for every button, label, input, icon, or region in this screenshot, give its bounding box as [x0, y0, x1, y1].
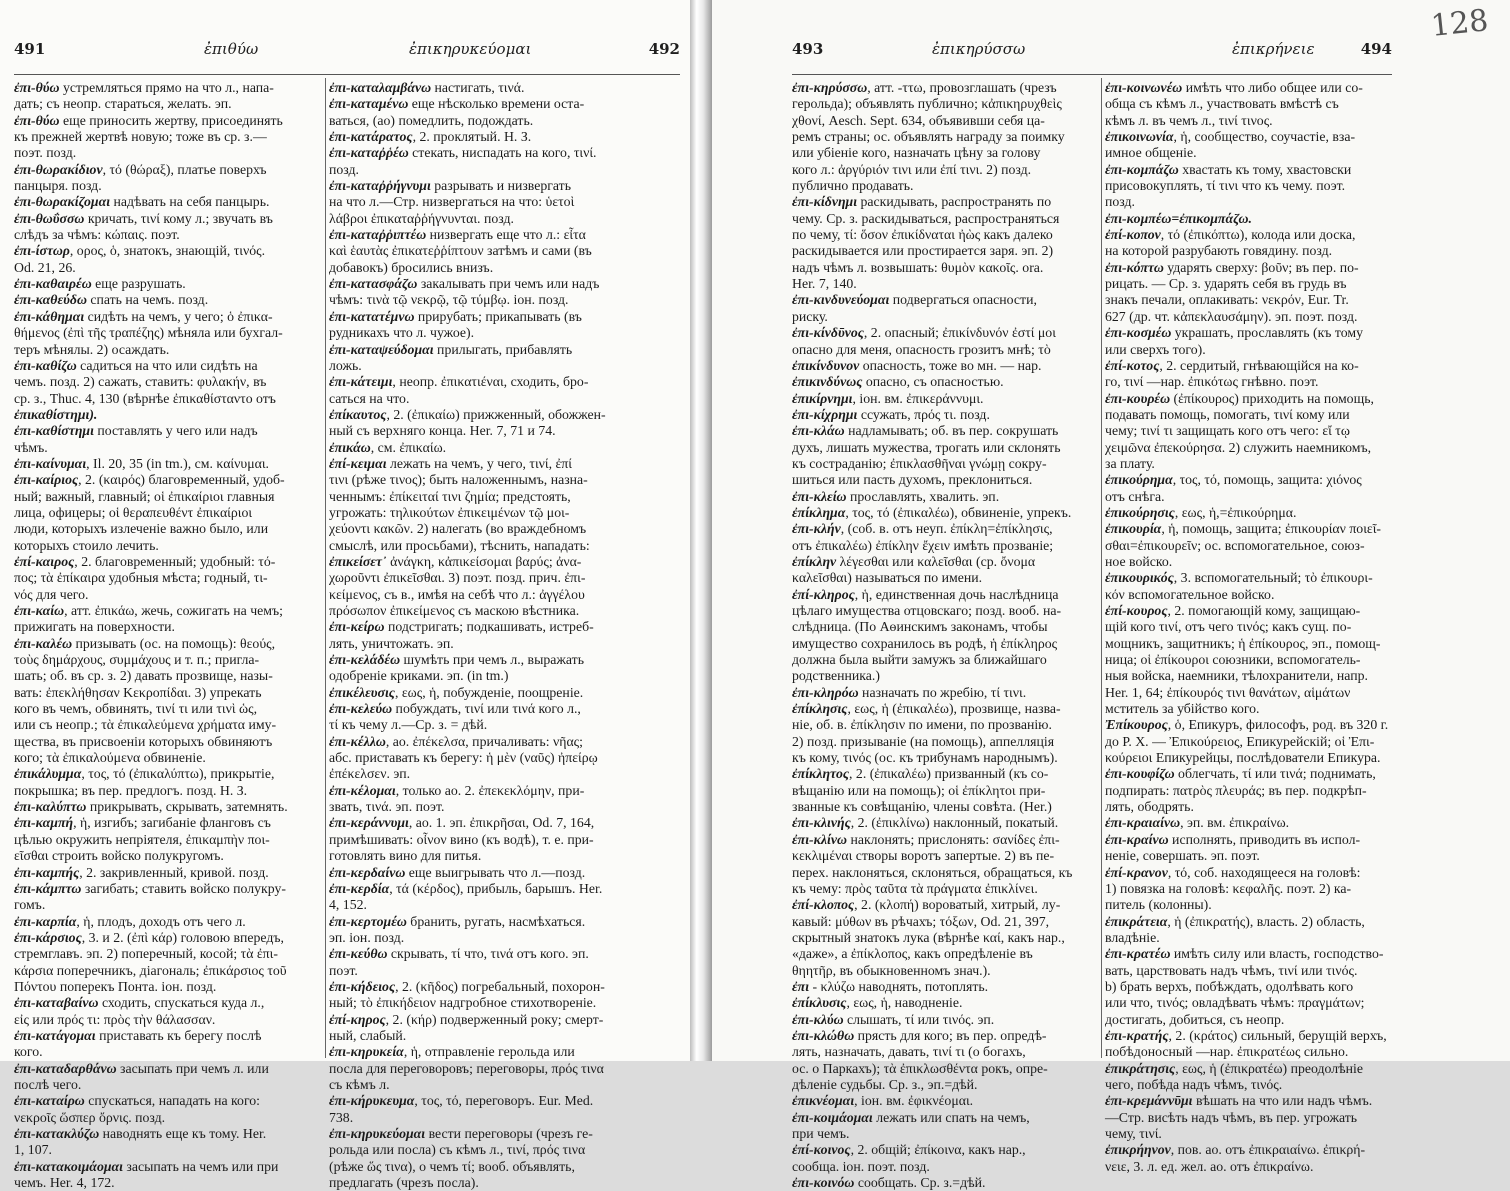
dictionary-line: посла для переговоровъ; переговоры, πρός τινα [329, 1060, 604, 1076]
dictionary-line: ный съ верхняго конца. Her. 7, 71 и 74. [329, 423, 556, 439]
dictionary-line: ваться, (ao) помедлить, подождать. [329, 112, 534, 128]
dictionary-line: питель (колонны). [1105, 897, 1212, 913]
dictionary-line: ἐπίκαυτος, 2. (ἐπικαίω) прижженный, обожжен- [329, 406, 606, 422]
dictionary-line: чемъ. Her. 4, 172. [14, 1175, 115, 1191]
dictionary-line: ἐπι-θωΰσσω кричать, τινί кому л.; звучать въ [14, 210, 273, 226]
dictionary-line: ἐπι-κλύω слышать, τί или τινός. эп. [792, 1011, 995, 1027]
dictionary-line: родственника.) [792, 668, 880, 684]
dictionary-line: ἐπι-καταῤῥιπτέω низвергать еще что л.: εἶτα [329, 227, 586, 243]
dictionary-line: отъ ἐπικαλέω) ἐπίκλην ἔχειν имѣть прозваніе; [792, 537, 1054, 553]
dictionary-line: ἐπι-κατάγομαι приставать къ берегу послѣ [14, 1027, 262, 1043]
dictionary-line: ἐπι-καταμένω еще нѣсколько времени оста- [329, 96, 585, 112]
dictionary-line: ἐπικράτησις, εως, ἡ (ἐπικρατέω) преодолѣніе [1105, 1060, 1363, 1076]
dictionary-line: —Стр. висѣть надъ чѣмъ, въ пер. угрожать [1105, 1109, 1358, 1125]
dictionary-line: лять, ободрять. [1105, 799, 1194, 815]
dictionary-line: ремъ страны; ос. объявлять награду за поимку [792, 129, 1065, 145]
dictionary-line: лять, назначать, давать, τινί τι (о богахъ, [792, 1044, 1026, 1060]
dictionary-line: ἐπικείσετ᾽ ἀνάγκη, κἀπικείσομαι βαρύς; ἀνα- [329, 553, 582, 569]
dictionary-line: νός для чего. [14, 586, 89, 602]
dictionary-line: ἐπι-κλήν, (соб. в. отъ неуп. ἐπίκλη=ἐπίκλησις, [792, 521, 1053, 537]
dictionary-line: звать, τινά. эп. поэт. [329, 799, 445, 815]
dictionary-line: χειμῶνα ἐπεκούρησα. 2) служить наемникомъ, [1105, 439, 1372, 455]
dictionary-line: кавый: μύθων въ рѣчахъ; τόξων, Od. 21, 397, [792, 913, 1050, 929]
dictionary-line: примѣшивать: οἶνον вино (къ водѣ), т. е. при- [329, 831, 594, 847]
dictionary-line: предлагать (чрезъ посла). [329, 1175, 479, 1191]
dictionary-line: ἐπί-κοπον, τό (ἐπικόπτω), колода или доска, [1105, 227, 1356, 243]
dictionary-line: κάρσια поперечникъ, діагональ; ἐπικάρσιος τοῦ [14, 962, 287, 978]
dictionary-line: ἐπι-καταῤῥέω стекать, ниспадать на кого, τινί. [329, 145, 597, 161]
dictionary-line: ἐπι-κλώθω прясть для кого; въ пер. опредѣ- [792, 1027, 1047, 1043]
dictionary-line: Πόντου поперекъ Понта. іон. позд. [14, 978, 217, 994]
dictionary-line: должна была выйти замужъ за ближайшаго [792, 652, 1047, 668]
dictionary-line: ἐπι-καίω, атт. ἐπικάω, жечь, сожигать на чемъ; [14, 603, 283, 618]
dictionary-line: чему, τινί. [1105, 1126, 1162, 1141]
dictionary-line: ἐπι-κομπέω=ἐπικομπάζω. [1105, 210, 1252, 226]
dictionary-line: ἐπι-κερδαίνω еще выигрывать что л.—позд. [329, 864, 586, 880]
dictionary-line: ный; τὸ ἐπικήδειον надгробное стихотвореніе. [329, 995, 597, 1011]
dictionary-line: ἐπι-καταδαρθάνω засыпать при чемъ л. или [14, 1060, 269, 1076]
dictionary-line: смыслѣ, или просьбами), тѣснить, нападать: [329, 537, 590, 553]
dictionary-line: ἐπικέλευσις, εως, ἡ, побужденіе, поощреніе. [329, 684, 584, 700]
dictionary-line: ἐπί-κοτος, 2. сердитый, гнѣвающійся на ко- [1105, 357, 1359, 373]
dictionary-line: ченнымъ: ἐπίκειταί τινι ζημία; предстоять, [329, 488, 571, 504]
dictionary-line: ἐπι-κατατέμνω прирубать; прикапывать (въ [329, 308, 582, 324]
dictionary-line: теръ мѣнялы. 2) осаждать. [14, 341, 170, 357]
dictionary-line: мститель за убійство кого. [1105, 701, 1260, 717]
dictionary-line: κόν вспомогательное войско. [1105, 586, 1275, 602]
dictionary-line: ἐπί-καιρος, 2. благовременный; удобный: τό- [14, 553, 276, 569]
right-page-header [792, 40, 1392, 70]
handwritten-folio-number: 128 [1429, 3, 1490, 44]
dictionary-line: чѣмъ: τινὰ τῷ νεκρῷ, τῷ τύμβῳ. іон. позд. [329, 292, 569, 308]
dictionary-line: ἐπι-κεύθω скрывать, τί что, τινά отъ кого. эп. [329, 946, 589, 962]
dictionary-line: ἐπι-κηρυκεία, ἡ, отправленіе герольда или [329, 1044, 575, 1060]
dictionary-line: ница; οἱ ἐπίκουροι союзники, вспомогатель- [1105, 652, 1361, 668]
dictionary-line: щій кого τινί, отъ чего τινός; какъ сущ. по- [1105, 619, 1352, 635]
dictionary-line: кого л.: ἀργύριόν τινι или ἐπί τινι. 2) позд. [792, 161, 1032, 177]
dictionary-line: καὶ ἑαυτὰς ἐπικατεῤῥίπτουν затѣмъ и сами (въ [329, 243, 592, 259]
dictionary-line: го, τινί —нар. ἐπικότως гнѣвно. поэт. [1105, 374, 1319, 390]
dictionary-line: ἐπι-καταλαμβάνω настигать, τινά. [329, 80, 525, 95]
dictionary-line: ἐπι-κηρύσσω, атт. -ττω, провозглашать (чрезъ [792, 80, 1057, 95]
column-1 [14, 80, 322, 1191]
dictionary-line: достигать, добиться, съ неопр. [1105, 1011, 1285, 1027]
dictionary-line: καλεῖσθαι) называться по имени. [792, 570, 983, 586]
dictionary-line: отъ снѣга. [1105, 488, 1165, 504]
dictionary-line: πος; τὰ ἐπίκαιρα удобныя мѣста; годный, τι- [14, 570, 268, 586]
dictionary-line: ἐπικίνδυνον опасность, тоже во мн. — нар. [792, 357, 1042, 373]
dictionary-line: σθαι=ἐπικουρεῖν; ос. вспомогательное, союз- [1105, 537, 1365, 553]
header-rule [792, 74, 1392, 75]
dictionary-line: люди, которыхъ излеченіе важно было, или [14, 521, 269, 537]
dictionary-line: кѣмъ л. въ чемъ л., τινί τινος. [1105, 112, 1273, 128]
guide-word-left: ἐπιθύω [204, 40, 259, 58]
dictionary-line: ἐπίκλητος, 2. (ἐπικαλέω) призванный (къ со- [792, 766, 1049, 782]
dictionary-line: цѣлью окружить непріятеля, ἐπικαμπὴν ποι- [14, 831, 270, 847]
dictionary-line: ніе, об. в. ἐπίκλησιν по имени, по прозванію. [792, 717, 1052, 733]
dictionary-line: ἐπι-κατασφάζω закалывать при чемъ или надъ [329, 276, 600, 292]
dictionary-line: лица, офицеры; οἱ θεραπευθέντ ἐπικαίριοι [14, 504, 253, 520]
dictionary-line: стремглавъ. эп. 2) поперечный, косой; τὰ ἐπι- [14, 946, 278, 962]
dictionary-line: ἐπι-κληρόω назначать по жребію, τί τινι. [792, 684, 1027, 700]
dictionary-line: подавать помощь, помогать, τινί кому или [1105, 406, 1350, 422]
dictionary-line: или съ неопр.; τὰ ἐπικαλεύμενα χρήματα иму- [14, 717, 277, 733]
dictionary-line: кого; τὰ ἐπικαλούμενα обвиненіе. [14, 750, 206, 766]
dictionary-line: ἐπικούρησις, εως, ἡ,=ἐπικούρημα. [1105, 504, 1297, 520]
guide-word-right: ἐπικηρυκεύομαι [409, 40, 532, 58]
dictionary-line: ἐπι-κίδνημι раскидывать, распространять по [792, 194, 1052, 210]
dictionary-line: χθονί, Aesch. Sept. 634, объявивши себя ца- [792, 112, 1045, 128]
dictionary-line: ἐπι-καταβαίνω сходить, спускаться куда л., [14, 995, 265, 1011]
dictionary-line: ἐπί-κρανον, τό, соб. находящееся на головѣ: [1105, 864, 1361, 880]
dictionary-line: τινι (рѣже τινος); быть наложеннымъ, назна- [329, 472, 588, 488]
dictionary-line: по чему, τί: ὅσον ἐπικίδναται ἠὼς какъ далеко [792, 227, 1053, 243]
dictionary-line: ἐπί-κουρος, 2. помогающій кому, защищаю- [1105, 603, 1361, 618]
dictionary-line: ἐπι-κήδειος, 2. (κῆδος) погребальный, похорон- [329, 978, 605, 994]
dictionary-line: ἐπι-κερτομέω бранить, ругать, насмѣхаться. [329, 913, 586, 929]
dictionary-line: дѣленіе судьбы. Ср. з., эп.=дѣй. [792, 1076, 978, 1092]
dictionary-line: χωροῦντι ἐπικεῖσθαι. 3) поэт. позд. прич. ἐπι- [329, 570, 586, 586]
dictionary-line: ἐπι-κηρυκεύομαι вести переговоры (чрезъ ге- [329, 1126, 593, 1141]
dictionary-line: ἐπικουρία, ἡ, помощь, защита; ἐπικουρίαν ποιεῖ- [1105, 521, 1382, 537]
dictionary-line: ἐπι-καθίζω садиться на что или сидѣть на [14, 357, 258, 373]
dictionary-line: ἐπι-καταψεύδομαι прилыгать, прибавлять [329, 341, 573, 357]
dictionary-line: или убіеніе кого, назначать цѣну за голову [792, 145, 1041, 161]
dictionary-line: ἐπι-κέλλω, ао. ἐπέκελσα, причаливать: νῆας; [329, 733, 583, 749]
dictionary-line: 738. [329, 1109, 354, 1125]
dictionary-line: ἐπι-κάμπτω загибать; ставить войско полукру- [14, 880, 286, 896]
dictionary-line: ἐπικινδύνως опасно, съ опасностью. [792, 374, 1004, 390]
dictionary-line: ἐπι-κεράννυμι, ао. 1. эп. ἐπικρῆσαι, Od. 7, 164, [329, 815, 595, 831]
dictionary-line: присовокуплять, τί τινι что къ чему. поэт. [1105, 178, 1346, 194]
dictionary-line: ἐπι-κοσμέω украшать, прославлять (къ тому [1105, 325, 1363, 341]
dictionary-line: одобреніе криками. эп. (in tm.) [329, 668, 509, 684]
column-2 [329, 80, 679, 1191]
dictionary-line: ἐπι-θωρακίδιον, τό (θώραξ), платье поверхъ [14, 161, 267, 177]
dictionary-line: ἐπι-κάρσιος, 3. и 2. (ἐπὶ κάρ) головою впередъ, [14, 929, 284, 945]
dictionary-line: побѣдоносный —нар. ἐπικρατέως сильно. [1105, 1044, 1349, 1060]
dictionary-line: опасно для меня, опасность грозитъ мнѣ; τὸ [792, 341, 1051, 357]
dictionary-line: слѣдъ за чѣмъ: κώπαις. поэт. [14, 227, 180, 243]
dictionary-line: «даже», а ἐπίκλοπος, какъ опредѣленіе въ [792, 946, 1033, 962]
dictionary-line: ἐπι-κινδυνεύομαι подвергаться опасности, [792, 292, 1037, 308]
dictionary-line: скрытный знатокъ лука (вѣрнѣе καί, какъ нар., [792, 929, 1065, 945]
dictionary-line: ἐπι-κραίνω исполнять, приводить въ испол- [1105, 831, 1361, 847]
dictionary-line: гомъ. [14, 897, 46, 913]
dictionary-line: ἐπι-καλέω призывать (ос. на помощь): θεούς, [14, 635, 276, 651]
dictionary-line: дать; съ неопр. стараться, желать. эп. [14, 96, 232, 112]
dictionary-line: къ состраданію; ἐπικλασθῆναι γνώμῃ сокру- [792, 455, 1047, 471]
dictionary-line: ἐπι-κρατής, 2. (κράτος) сильный, берущій верхъ, [1105, 1027, 1387, 1043]
dictionary-line: ἐπέκελσεν. эп. [329, 766, 411, 782]
dictionary-line: 2) позд. призываніе (на помощь), аппелляція [792, 733, 1055, 749]
dictionary-line: ἐπικουρικός, 3. вспомогательный; τὸ ἐπικουρι- [1105, 570, 1373, 586]
dictionary-line: ἐπι-καρπία, ἡ, плодъ, доходъ отъ чего л. [14, 913, 246, 929]
dictionary-line: Her. 7, 140. [792, 276, 857, 292]
dictionary-line: чего, побѣда надъ чѣмъ, τινός. [1105, 1076, 1283, 1092]
left-page [0, 0, 690, 1191]
dictionary-line: съ кѣмъ л. [329, 1076, 390, 1092]
dictionary-line: ἐπι - κλύζω наводнять, потоплять. [792, 978, 989, 994]
dictionary-line: ἐπι-καίριος, 2. (καιρός) благовременный, удоб- [14, 472, 285, 488]
dictionary-line: ἐπι-κοιμάομαι лежать или спать на чемъ, [792, 1109, 1030, 1125]
dictionary-line: ἐπι-θύω еще приносить жертву, присоединять [14, 112, 283, 128]
guide-word-left: ἐπικηρύσσω [932, 40, 1026, 58]
dictionary-line: τοὺς δημάρχους, συμμάχους и т. п.; пригла- [14, 652, 260, 668]
dictionary-line: (рѣже ὥς τινα), о чемъ τί; вооб. объявлять, [329, 1158, 575, 1174]
dictionary-line: чему. Ср. з. раскидываться, распространяться [792, 210, 1060, 226]
dictionary-line: ἐπι-καθαιρέω еще разрушать. [14, 276, 186, 292]
dictionary-line: сообща. іон. поэт. позд. [792, 1158, 930, 1174]
dictionary-line: герольда); объявлять публично; κἀπικηρυχθεὶς [792, 96, 1062, 112]
dictionary-line: кого въ чемъ, обвинять, τινί τι или τινὶ ὡς, [14, 701, 258, 717]
right-page [712, 0, 1510, 1191]
dictionary-line: духъ, лишать мужества, трогать или склонять [792, 439, 1061, 455]
dictionary-line: λάβροι ἐπικαταῤῥήγνυνται. позд. [329, 210, 514, 226]
page-number-493: 493 [792, 40, 824, 58]
dictionary-line: чемъ. позд. 2) сажать, ставить: φυλακήν, въ [14, 374, 267, 390]
dictionary-line: знакъ печали, оплакивать: νεκρόν, Eur. Tr. [1105, 292, 1349, 308]
dictionary-line: ный; важный, главный; οἱ ἐπικαίριοι главныя [14, 488, 275, 504]
dictionary-line: саться на что. [329, 390, 410, 406]
dictionary-line: цѣлаго имущества отцовскаго; позд. вооб. на- [792, 603, 1062, 618]
dictionary-line: ἐπι-καμπή, ἡ, изгибъ; загибаніе фланговъ съ [14, 815, 271, 831]
dictionary-line: ἐπι-κόπτω ударять сверху: βοῦν; въ пер. по- [1105, 259, 1359, 275]
column-divider [1101, 78, 1102, 1058]
dictionary-line: θήμενος (ἐπὶ τῆς τραπέζης) мѣняла или бухгал- [14, 325, 283, 341]
dictionary-line: ἐπι-καμπής, 2. закривленный, кривой. позд. [14, 864, 269, 880]
dictionary-line: ἐπι-καταίρω спускаться, нападать на кого: [14, 1093, 261, 1109]
dictionary-line: 627 (др. чт. κἀπεκλαυσάμην). эп. поэт. позд. [1105, 308, 1358, 324]
dictionary-line: ἐπι-θύω устремляться прямо на что л., напа- [14, 80, 274, 95]
dictionary-line: Ἐπίκουρος, ὁ, Епикуръ, философъ, род. въ 320 г. [1105, 717, 1389, 733]
dictionary-line: 1, 107. [14, 1142, 52, 1158]
dictionary-line: подпирать: πατρὸς πλευράς; въ пер. подкрѣп- [1105, 782, 1367, 798]
dictionary-line: ἐπι-κατακλύζω наводнять еще къ тому. Her. [14, 1126, 267, 1141]
dictionary-line: обща съ кѣмъ л., участвовать вмѣстѣ съ [1105, 96, 1339, 112]
dictionary-line: имное общеніе. [1105, 145, 1197, 161]
dictionary-line: κείμενος, съ в., имѣя на себѣ что л.: ἀγγέλου [329, 586, 585, 602]
dictionary-line: κούρειοι Епикурейцы, послѣдователи Епикура. [1105, 750, 1381, 766]
dictionary-line: надъ чѣмъ л. возвышать: θυμὸν κακοῖς. ora. [792, 259, 1044, 275]
dictionary-line: ἐπι-κουρέω (ἐπίκουρος) приходить на помощь, [1105, 390, 1374, 406]
dictionary-line: щества, въ присвоеніи которыхъ обвиняютъ [14, 733, 273, 749]
dictionary-line: 1) повязка на головѣ: κεφαλῆς. поэт. 2) ка- [1105, 880, 1352, 896]
dictionary-line: ἐπι-κίνδῡνος, 2. опасный; ἐπικίνδυνόν ἐστί μοι [792, 325, 1056, 341]
dictionary-line: на которой разрубають говядину. позд. [1105, 243, 1333, 259]
column-divider [325, 78, 326, 1058]
dictionary-line: имущество сохранилось въ родѣ, ἡ ἐπίκληρος [792, 635, 1058, 651]
dictionary-line: ἐπι-κείρω подстригать; подкашивать, истреб- [329, 619, 594, 635]
dictionary-line: ныя войска, наемники, тѣлохранители, напр. [1105, 668, 1368, 684]
dictionary-line: ἐπι-καθίστημι поставлять у чего или надъ [14, 423, 258, 439]
dictionary-line: при чемъ. [792, 1126, 850, 1141]
dictionary-line: χεύοντι κακῶν. 2) налегать (во враждебномъ [329, 521, 587, 537]
dictionary-line: ἐπικίρνημι, іон. вм. ἐπικεράννυμι. [792, 390, 984, 406]
guide-word-right: ἐπικρήνειε [1232, 40, 1315, 58]
dictionary-line: θηητῆρ, въ обыкновенномъ знач.). [792, 962, 991, 978]
dictionary-line: къ кому, τινός (ос. къ трибунамъ народнымъ). [792, 750, 1058, 766]
dictionary-line: Od. 21, 26. [14, 259, 76, 275]
dictionary-line: ἐπικρήηνον, пов. ао. отъ ἐπικραιαίνω. ἐπικρή- [1105, 1142, 1366, 1158]
dictionary-line: ἐπι-ίστωρ, ορος, ὁ, знатокъ, знающій, τινός. [14, 243, 266, 259]
dictionary-line: до Р. Х. — Ἐπικούρειος, Епикурейскій; οἱ Ἐπι- [1105, 733, 1375, 749]
dictionary-line: εἰς или πρός τι: πρὸς τὴν θάλασσαν. [14, 1011, 216, 1027]
dictionary-line: которыхъ стоило лечить. [14, 537, 159, 553]
dictionary-line: рицать. — Ср. з. ударять себя въ грудь въ [1105, 276, 1347, 292]
dictionary-line: вать: ἐπεκλήθησαν Κεκροπίδαι. 3) упрекать [14, 684, 262, 700]
dictionary-line: ἐπι-κλάω надламывать; об. въ пер. сокрушать [792, 423, 1059, 439]
dictionary-line: позд. [329, 161, 359, 177]
dictionary-line: ἐπι-κατακοιμάομαι засыпать на чемъ или при [14, 1158, 279, 1174]
dictionary-line: ἐπι-κοινωνέω имѣть что либо общее или со- [1105, 80, 1363, 95]
left-page-header [14, 40, 680, 70]
dictionary-line: ное войско. [1105, 553, 1173, 569]
dictionary-line: раскидывается или простирается заря. эп. 2) [792, 243, 1054, 259]
dictionary-line: ἐπι-κέλομαι, только ао. 2. ἐπεκεκλόμην, при- [329, 782, 585, 798]
dictionary-line: чѣмъ. [14, 439, 48, 455]
dictionary-line: ἐπί-κοινος, 2. общій; ἐπίκοινα, какъ нар., [792, 1142, 1026, 1158]
dictionary-line: ср. з., Thuc. 4, 130 (вѣрнѣе ἐπικαθίσταντο отъ [14, 390, 276, 406]
dictionary-line: панцыря. позд. [14, 178, 102, 194]
column-4 [1105, 80, 1402, 1174]
dictionary-line: ἐπίκλην λέγεσθαι или καλεῖσθαι (ср. ὄνομα [792, 553, 1036, 569]
dictionary-line: ос. о Паркахъ); τὰ ἐπικλωσθέντα рокъ, опре- [792, 1060, 1048, 1076]
dictionary-line: ἐπι-κλινής, 2. (ἐπικλίνω) наклонный, покатый. [792, 815, 1059, 831]
dictionary-line: шиться или пасть духомъ, преклониться. [792, 472, 1033, 488]
dictionary-line: къ прежней жертвѣ новую; тоже въ ср. з.— [14, 129, 267, 145]
dictionary-line: перех. наклоняться, склоняться, обращаться, къ [792, 864, 1073, 880]
dictionary-line: за плату. [1105, 455, 1155, 471]
dictionary-line: угрожать: τηλικούτων ἐπικειμένων τῷ μοι- [329, 504, 570, 520]
dictionary-line: ный, слабый. [329, 1027, 407, 1043]
dictionary-line: ἐπι-κελάδέω шумѣть при чемъ л., выражать [329, 652, 584, 668]
dictionary-line: κεκλιμέναι створы воротъ запертые. 2) въ пе- [792, 848, 1055, 864]
dictionary-line: рольда или посла) съ кѣмъ л., τινί, πρός τινα [329, 1142, 586, 1158]
dictionary-line: ἐπι-κραιαίνω, эп. вм. ἐπικραίνω. [1105, 815, 1290, 831]
dictionary-line: неніе, совершать. эп. поэт. [1105, 848, 1260, 864]
dictionary-line: эп. іон. позд. [329, 929, 405, 945]
dictionary-line: позд. [1105, 194, 1135, 210]
page-number-491: 491 [14, 40, 46, 58]
dictionary-line: шать; об. въ ср. з. 2) давать прозвище, назы- [14, 668, 273, 684]
dictionary-line: прижигать на поверхности. [14, 619, 175, 635]
dictionary-line: риску. [792, 308, 828, 324]
dictionary-line: ἐπικοινωνία, ἡ, сообщество, соучастіе, вза- [1105, 129, 1356, 145]
dictionary-line: добавокъ) бросились внизъ. [329, 259, 494, 275]
dictionary-line: ἐπι-κουφίζω облегчать, τί или τινά; поднимать, [1105, 766, 1376, 782]
dictionary-line: ἐπίκλημα, τος, τό (ἐπικαλέω), обвиненіе, упрекъ. [792, 504, 1072, 520]
dictionary-line: ἐπικάω, см. ἐπικαίω. [329, 439, 447, 455]
dictionary-line: ἐπι-κρατέω имѣть силу или власть, господство- [1105, 946, 1384, 962]
dictionary-line: ἐπι-κήρυκευμα, τος, τό, переговоръ. Eur. Med. [329, 1093, 594, 1109]
header-rule [14, 74, 680, 75]
dictionary-line: τί къ чему л.—Ср. з. = дѣй. [329, 717, 488, 733]
dictionary-line: мощникъ, защитникъ; ἡ ἐπίκουρος, эп., помощ- [1105, 635, 1381, 651]
dictionary-line: лять, уничтожать. эп. [329, 635, 454, 651]
dictionary-line: ἐπικράτεια, ἡ (ἐπικρατής), власть. 2) область, [1105, 913, 1365, 929]
dictionary-line: званные къ совѣщанію, члены совѣта. (Her.) [792, 799, 1052, 815]
dictionary-line: ἐπι-κερδία, τά (κέρδος), прибыль, барышъ. Her. [329, 880, 603, 896]
dictionary-line: на что л.—Стр. низвергаться на что: ὑετοὶ [329, 194, 575, 210]
dictionary-line: ἐπίκλυσις, εως, ἡ, наводненіе. [792, 995, 963, 1011]
dictionary-line: поэт. [329, 962, 358, 978]
dictionary-line: послѣ чего. [14, 1076, 82, 1092]
dictionary-line: ἐπίκλησις, εως, ἡ (ἐπικαλέω), прозвище, назва- [792, 701, 1061, 717]
dictionary-line: къ чему: πρὸς ταῦτα τὰ πράγματα ἐπικλίνει. [792, 880, 1038, 896]
book-gutter [690, 0, 712, 1061]
dictionary-line: ἐπικνέομαι, іон. вм. ἐφικνέομαι. [792, 1093, 974, 1109]
dictionary-line: ἐπι-κομπάζω хвастать къ тому, хвастовски [1105, 161, 1352, 177]
dictionary-line: ἐπί-κηρος, 2. (κήρ) подверженный року; смерт- [329, 1011, 604, 1027]
dictionary-line: ἐπι-κίχρημι ссужать, πρός τι. позд. [792, 406, 990, 422]
dictionary-line: ἐπι-καλύπτω прикрывать, скрывать, затемнять. [14, 799, 288, 815]
dictionary-line: εῖσθαι строить войско полукругомъ. [14, 848, 224, 864]
dictionary-line: рудникахъ что л. чужое). [329, 325, 475, 341]
dictionary-line: вѣщанію или на помощь); οἱ ἐπίκλητοι при- [792, 782, 1046, 798]
dictionary-line: ложь. [329, 357, 362, 373]
dictionary-line: Her. 1, 64; ἐπίκουρός τινι θανάτων, αἱμάτων [1105, 684, 1351, 700]
dictionary-line: ἐπί-κλοπος, 2. (κλοπή) вороватый, хитрый, лу- [792, 897, 1061, 913]
dictionary-line: покрышка; въ пер. предлогъ. позд. Н. З. [14, 782, 248, 798]
dictionary-line: или сверхъ того). [1105, 341, 1206, 357]
dictionary-line: абс. приставать къ берегу: ἡ μὲν (ναῦς) ἠπείρῳ [329, 750, 598, 766]
dictionary-line: ἐπι-κατάρατος, 2. проклятый. Н. З. [329, 129, 532, 145]
dictionary-line: νεκροῖς ὥσπερ ὄρνις. позд. [14, 1109, 166, 1125]
dictionary-line: ἐπι-κρεμάννῡμι вѣшать на что или надъ чѣмъ. [1105, 1093, 1373, 1109]
dictionary-line: ἐπι-καθεύδω спать на чемъ. позд. [14, 292, 209, 308]
dictionary-line: ἐπι-καταῤῥήγνυμι разрывать и низвергать [329, 178, 571, 194]
dictionary-line: или что, τινός; овладѣвать чѣмъ: πραγμάτων; [1105, 995, 1365, 1011]
dictionary-line: слѣдница. (По Аѳинскимъ законамъ, чтобы [792, 619, 1048, 635]
dictionary-line: b) брать верхъ, побѣждать, одолѣвать кого [1105, 978, 1354, 994]
page-number-492: 492 [648, 40, 680, 58]
dictionary-line: ἐπι-κλείω прославлять, хвалить. эп. [792, 488, 1000, 504]
dictionary-line: νειε, 3. л. ед. жел. ао. отъ ἐπικραίνω. [1105, 1158, 1314, 1174]
dictionary-line: 4, 152. [329, 897, 367, 913]
dictionary-line: поэт. позд. [14, 145, 77, 161]
dictionary-line: πρόσωπον ἐπικείμενος съ маскою вѣстника. [329, 603, 580, 618]
dictionary-line: ἐπικάλυμμα, τος, τό (ἐπικαλύπτω), прикрытіе, [14, 766, 275, 782]
dictionary-line: кого. [14, 1044, 43, 1060]
dictionary-line: владѣніе. [1105, 929, 1160, 945]
dictionary-line: публично продавать. [792, 178, 914, 194]
dictionary-line: ἐπι-κάτειμι, неопр. ἐπικατιέναι, сходить, бро- [329, 374, 589, 390]
dictionary-line: ἐπί-κληρος, ἡ, единственная дочь наслѣдница [792, 586, 1059, 602]
column-3 [792, 80, 1098, 1191]
dictionary-line: ἐπι-θωρακίζομαι надѣвать на себя панцырь. [14, 194, 270, 210]
dictionary-line: ἐπι-κάθημαι сидѣть на чемъ, у чего; ὁ ἐπικα- [14, 308, 273, 324]
dictionary-line: вать, царствовать надъ чѣмъ, τινί или τινός. [1105, 962, 1358, 978]
dictionary-line: ἐπι-κοινόω сообщать. Ср. з.=дѣй. [792, 1175, 986, 1191]
dictionary-line: чему; τινί τι защищать кого отъ чего: εἴ τῳ [1105, 423, 1350, 439]
dictionary-line: ἐπικούρημα, τος, τό, помощь, защита: χιόνος [1105, 472, 1362, 488]
dictionary-line: ἐπικαθίστημι). [14, 406, 98, 422]
dictionary-line: ἐπί-κειμαι лежать на чемъ, у чего, τινί, ἐπί [329, 455, 572, 471]
page-number-494: 494 [1360, 40, 1392, 58]
dictionary-line: ἐπι-κλίνω наклонять; прислонять: σανίδες ἐπι- [792, 831, 1060, 847]
dictionary-line: готовлять вино для питья. [329, 848, 482, 864]
dictionary-line: ἐπι-καίνυμαι, Il. 20, 35 (in tm.), см. καίνυμαι. [14, 455, 269, 471]
dictionary-line: ἐπι-κελεύω побуждать, τινί или τινά кого л., [329, 701, 581, 717]
